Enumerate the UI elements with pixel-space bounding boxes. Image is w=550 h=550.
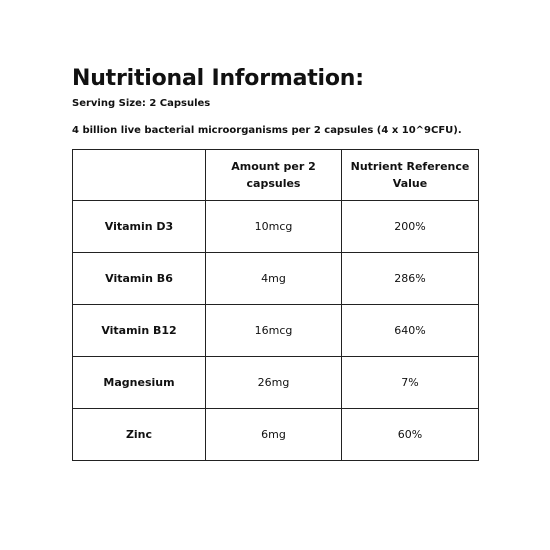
- header-nrv: Nutrient Reference Value: [342, 150, 479, 201]
- nutrient-name: Vitamin B12: [73, 305, 206, 357]
- nutrient-nrv: 286%: [342, 253, 479, 305]
- nutrient-amount: 10mcg: [206, 201, 342, 253]
- nutrient-name: Zinc: [73, 409, 206, 461]
- nutrient-name: Magnesium: [73, 357, 206, 409]
- table-row: [73, 305, 479, 357]
- header-empty: [73, 150, 206, 201]
- table-row: [73, 357, 479, 409]
- table-row: [73, 253, 479, 305]
- nutrient-amount: 6mg: [206, 409, 342, 461]
- nutrient-nrv: 7%: [342, 357, 479, 409]
- nutrient-amount: 26mg: [206, 357, 342, 409]
- nutrient-nrv: 200%: [342, 201, 479, 253]
- nutrient-name: Vitamin B6: [73, 253, 206, 305]
- nutrient-amount: 16mcg: [206, 305, 342, 357]
- nutrient-name: Vitamin D3: [73, 201, 206, 253]
- page-title: Nutritional Information:: [72, 66, 364, 91]
- cfu-note: 4 billion live bacterial microorganisms per 2 capsules (4 x 10^9CFU).: [72, 125, 462, 136]
- nutrient-amount: 4mg: [206, 253, 342, 305]
- nutrient-nrv: 640%: [342, 305, 479, 357]
- table-row: [73, 201, 479, 253]
- table-row: [73, 409, 479, 461]
- header-amount: Amount per 2 capsules: [206, 150, 342, 201]
- nutrient-nrv: 60%: [342, 409, 479, 461]
- nutrition-table: [72, 149, 479, 461]
- table-header-row: [73, 150, 479, 201]
- serving-size: Serving Size: 2 Capsules: [72, 98, 211, 109]
